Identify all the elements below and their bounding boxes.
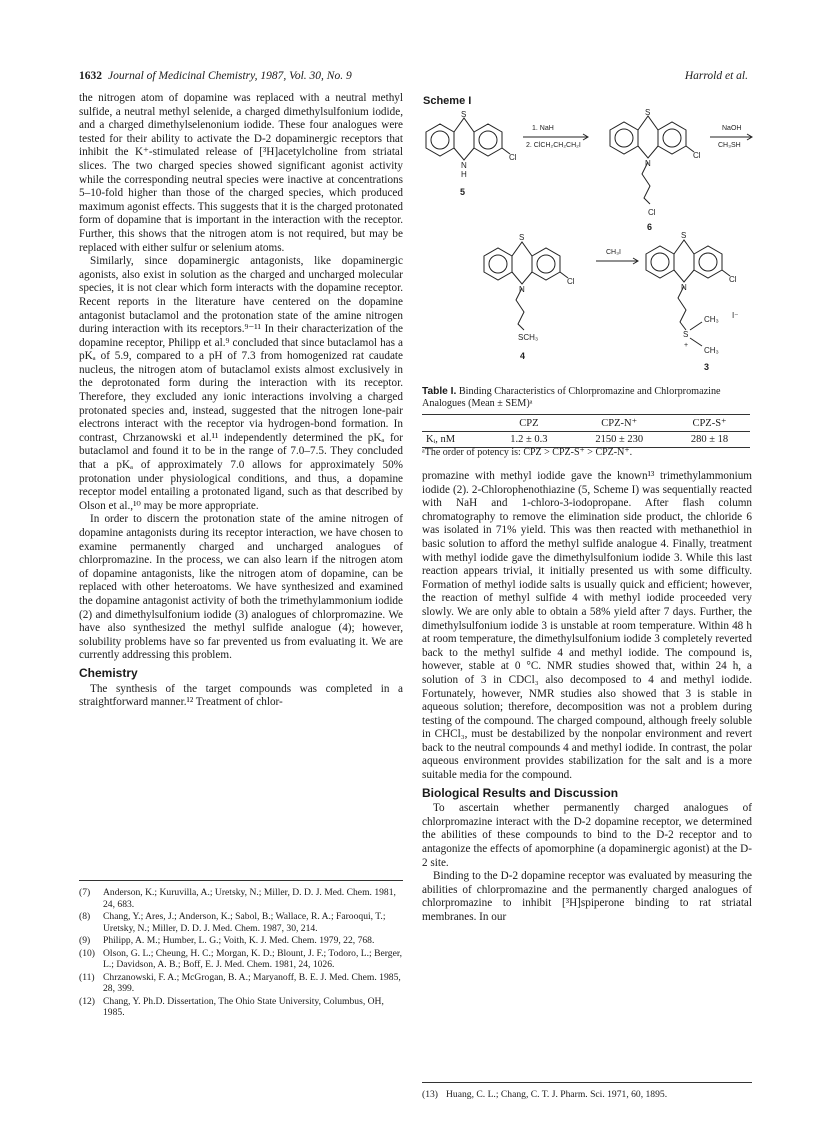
atom-label: Cl	[693, 151, 701, 160]
paragraph: Similarly, since dopaminergic antagonists, like dopaminergic agonists, also exist in solution as the charged and uncharged molecular species, it is not clear which form interacts with the dopamine receptor. Recent reports in the literature have centered on the dopamine antagonist butaclamol and the protonation state of the amine nitrogen during interaction with its receptors.⁹⁻¹¹ In their characterization of the dopamine receptor, Philipp et al.⁹ concluded that since butaclamol has a pKₐ of 5.9, compared to a pH of 7.3 from homogenized rat caudate nucleus, the nitrogen atom of butaclamol exists almost exclusively in the deprotonated form during the interaction with its receptor. Therefore, they excluded any ionic interactions involving a charged protonated species and, instead, suggested that the nitrogen lone-pair electrons interact with the receptor via hydrogen-bond formation. In contrast, Chrzanowski et al.¹¹ independently determined the pKₐ for butaclamol and found it to be in the range of 7.0–7.5. They concluded that a pKₐ of approximately 7.0 allows for approximately 50% protonation under physiological conditions, and thus, a dopamine receptor model entailing a protonated ligand, such as that described by Olson et al.,¹⁰ may be more appropriate.	[79, 255, 403, 512]
paragraph: the nitrogen atom of dopamine was replaced with a neutral methyl sulfide, a neutral methyl selenide, a charged dimethylsulfonium iodide, and a charged dimethylselenonium iodide. These four analogues were tested for their ability to activate the D-2 dopaminergic receptors that inhibit the K⁺-stimulated release of [³H]acetylcholine from striatal slices. The two charged species showed significant agonist activity while the corresponding neutral species were inactive at concentrations 5–10-fold higher than those of the charged species, which produced maximum agonist effects. This suggests that it is the charged protonated form of dopamine that is important in the interaction with the receptor. Further, this shows that the nitrogen atom is not required, but may be replaced with either sulfur or selenium atoms.	[79, 92, 403, 254]
page-number: 1632	[79, 70, 102, 82]
table-header-row	[422, 415, 750, 432]
substituent-label: SCH₃	[518, 333, 539, 342]
table-header-cell: CPZ-N⁺	[569, 415, 669, 432]
running-header	[79, 70, 352, 82]
compound-4-structure	[484, 242, 568, 330]
reference-number: (11)	[79, 971, 95, 983]
reference-text: Chrzanowski, F. A.; McGrogan, B. A.; Maryanoff, B. E. J. Med. Chem. 1985, 28, 399.	[103, 971, 401, 994]
reference-text: Olson, G. L.; Cheung, H. C.; Morgan, K. D.; Blount, J. F.; Todoro, L.; Berger, L.; Davidson, A. B.; Boff, E. J. Med. Chem. 1981, 24, 1026.	[103, 947, 403, 970]
reference-item	[79, 887, 403, 910]
table-header-cell	[422, 415, 488, 432]
compound-label: 6	[647, 222, 653, 232]
compound-5-structure	[426, 118, 510, 160]
paragraph: To ascertain whether permanently charged analogues of chlorpromazine interact with the D-2 dopamine receptor, we determined the abilities of these compounds to bind to the D-2 receptor and to antagonize the effects of apomorphine (a dopaminergic agonist) at the D-2 site.	[422, 802, 752, 869]
paragraph: The synthesis of the target compounds was completed in a straightforward manner.¹² Treatment of chlor-	[79, 682, 403, 709]
reference-text: Huang, C. L.; Chang, C. T. J. Pharm. Sci. 1971, 60, 1895.	[446, 1089, 668, 1100]
paragraph: Binding to the D-2 dopamine receptor was evaluated by measuring the abilities of chlorpromazine and the permanently charged analogues of chlorpromazine to inhibit [³H]spiperone binding to rat striatal membranes. In our	[422, 870, 752, 923]
reference-item	[422, 1089, 752, 1101]
atom-label: H	[461, 170, 467, 179]
table-label: Table I.	[422, 386, 457, 397]
reference-item	[79, 948, 403, 971]
reference-number: (12)	[79, 995, 95, 1007]
atom-label: S	[645, 108, 651, 117]
reference-text: Chang, Y. Ph.D. Dissertation, The Ohio State University, Columbus, OH, 1985.	[103, 995, 384, 1018]
paragraph: In order to discern the protonation state of the amine nitrogen of dopamine antagonists during its receptor interaction, we have chosen to examine permanently charged and uncharged analogues of chlorpromazine. In the process, we can also learn if the nitrogen atom of dopamine antagonists, like the nitrogen atom of dopamine, can be replaced with other heteroatoms. We have synthesized and examined the dopamine antagonist activity of both the trimethylammonium iodide (2) and dimethylsulfonium iodide (3) analogues of chlorpromazine. We have also synthesized the methyl sulfide analogue (4); however, solubility problems have so far prevented us from evaluating it. We are currently addressing this problem.	[79, 513, 403, 662]
counterion-label: I⁻	[732, 311, 739, 320]
journal-citation: Journal of Medicinal Chemistry, 1987, Vol. 30, No. 9	[108, 70, 352, 82]
table-caption	[422, 386, 752, 410]
table-header-cell: CPZ-S⁺	[669, 415, 750, 432]
atom-label: N	[681, 283, 687, 292]
paragraph: promazine with methyl iodide gave the known¹³ trimethylammonium iodide (2). 2-Chlorophenothiazine (5, Scheme I) was sequentially reacted with NaH and 1-chloro-3-iodopropane. After flash column chromatography to remove the elimination side product, the chloride 6 was isolated in 71% yield. This was then reacted with methanethiol in basic solution to afford the methyl sulfide analogue 4. Finally, treatment with methyl iodide gave the dimethylsulfonium iodide 3. While this last reaction appears trivial, it initially presented us with some difficulty. Formation of methyl iodide salts is usually quick and efficient; however, the reaction of methyl sulfide 4 with methyl iodide proceeded very slowly. We are only able to obtain a 58% yield after 7 days. Further, the dimethylsulfonium iodide 3 is unstable at room temperature. Within 48 h at room temperature, the dimethylsulfonium iodide 3 completely reverted back to the methyl sulfide 4 and methyl iodide. The compound is, however, stable at 0 °C. NMR studies showed that, within 24 h, a solution of 3 in CDCl₃ also decomposed to 4 and methyl iodide. Fortunately, however, NMR studies also showed that 3 is stable in aqueous solution; therefore, decomposition was not a problem during testing of the compound. The charged compound, although freely soluble in CHCl₃, must be destabilized by the nonpolar environment and revert back to the neutral compounds 4 and methyl iodide. In contrast, the polar aqueous environment provides stabilization for the salt and is a more suitable media for the compound.	[422, 470, 752, 782]
right-column	[422, 470, 752, 925]
compound-6-structure	[610, 116, 694, 204]
reference-number: (10)	[79, 947, 95, 959]
scheme-title: Scheme I	[423, 95, 472, 107]
table-title: Binding Characteristics of Chlorpromazine and Chlorpromazine Analogues (Mean ± SEM)ᵃ	[422, 386, 721, 409]
reference-number: (13)	[422, 1089, 438, 1100]
left-column	[79, 92, 403, 710]
reference-item	[79, 911, 403, 934]
atom-label: Cl	[729, 275, 737, 284]
reagent-label: 2. ClCH₂CH₂CH₂I	[526, 142, 581, 149]
section-heading-biological: Biological Results and Discussion	[422, 785, 619, 800]
reagent-label: CH₃SH	[718, 142, 741, 149]
reagent-label: CH₃I	[606, 249, 621, 256]
reaction-scheme	[420, 104, 756, 376]
author-header: Harrold et al.	[684, 70, 748, 82]
compound-label: 5	[460, 187, 466, 197]
atom-label: N	[645, 159, 651, 168]
table-header-cell: CPZ	[488, 415, 569, 432]
atom-label: S	[461, 110, 467, 119]
reagent-label: 1. NaH	[532, 125, 554, 132]
substituent-label: CH₃	[704, 346, 719, 355]
binding-table	[422, 414, 750, 448]
atom-label: S	[519, 233, 525, 242]
table-row	[422, 432, 750, 448]
references-left	[79, 880, 403, 1020]
reference-number: (7)	[79, 887, 91, 898]
atom-label: S	[681, 231, 687, 240]
atom-label: Cl	[509, 153, 517, 162]
table-footnote: ᵃThe order of potency is: CPZ > CPZ-S⁺ > CPZ-N⁺.	[422, 447, 633, 458]
substituent-label: CH₃	[704, 315, 719, 324]
reference-item	[79, 935, 403, 947]
table-cell: 2150 ± 230	[569, 432, 669, 448]
reference-item	[79, 972, 403, 995]
charge-label: +	[684, 342, 689, 349]
references-right	[422, 1082, 752, 1102]
reference-text: Anderson, K.; Kuruvilla, A.; Uretsky, N.; Miller, D. D. J. Med. Chem. 1981, 24, 683.	[103, 887, 396, 910]
reference-text: Philipp, A. M.; Humber, L. G.; Voith, K. J. Med. Chem. 1979, 22, 768.	[103, 935, 375, 946]
atom-label: Cl	[567, 277, 575, 286]
table-row-label: Kᵢ, nM	[422, 432, 488, 448]
atom-label: Cl	[648, 208, 656, 217]
reagent-label: NaOH	[722, 125, 742, 132]
reference-item	[79, 996, 403, 1019]
reference-number: (9)	[79, 935, 91, 946]
reference-text: Chang, Y.; Ares, J.; Anderson, K.; Sabol, B.; Wallace, R. A.; Farooqui, T.; Uretsky, N.; Miller, D. D. J. Med. Chem. 1987, 30, 214.	[103, 911, 386, 934]
atom-label: N	[519, 285, 525, 294]
section-heading-chemistry: Chemistry	[79, 665, 138, 680]
compound-label: 3	[704, 362, 710, 372]
reference-number: (8)	[79, 911, 91, 922]
table-cell: 280 ± 18	[669, 432, 750, 448]
atom-label: S	[683, 330, 689, 339]
table-cell: 1.2 ± 0.3	[488, 432, 569, 448]
compound-label: 4	[520, 351, 526, 361]
atom-label: N	[461, 161, 467, 170]
